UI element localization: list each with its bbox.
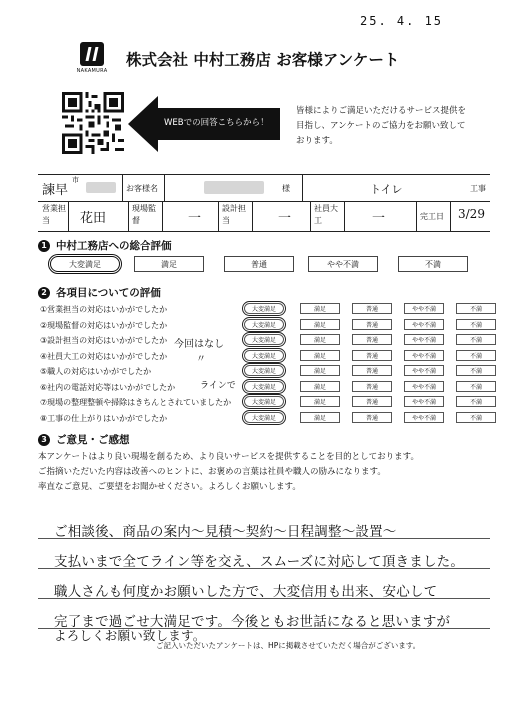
item-rating-option[interactable]: 普通 <box>352 334 392 345</box>
item-rating-option[interactable]: 不満 <box>456 334 496 345</box>
intro-line: 目指し、アンケートのご協力をお願い致して <box>296 121 466 131</box>
item-rating-option[interactable]: 満足 <box>300 396 340 407</box>
overall-rating-dissatisfied[interactable]: 不満 <box>398 256 468 272</box>
section3-title: ご意見・ご感想 <box>56 434 130 446</box>
site-label: 現場監督 <box>132 204 156 225</box>
section-number-icon: 2 <box>38 287 50 299</box>
annotation-q3: 今回はなし <box>174 339 224 350</box>
company-logo <box>70 42 114 74</box>
info-row-customer <box>38 175 490 202</box>
item-rating-option[interactable]: やや不満 <box>404 365 444 376</box>
comment-line: 完了まで過ごせ大満足です。今後ともお世話になると思いますが <box>54 614 451 630</box>
item-rating-option[interactable]: 大変満足 <box>244 381 284 392</box>
instruction-line: ご指摘いただいた内容は改善へのヒントに、お褒めの言葉は社員や職人の励みになります。 <box>38 467 386 477</box>
question-label: ⑤職人の対応はいかがでしたか <box>40 367 152 376</box>
item-rating-option[interactable]: 満足 <box>300 319 340 330</box>
item-rating-option[interactable]: やや不満 <box>404 334 444 345</box>
area-handwritten: 諫早 <box>42 183 69 198</box>
item-rating-option[interactable]: 大変満足 <box>244 303 284 314</box>
item-rating-option[interactable]: 満足 <box>300 303 340 314</box>
item-rating-option[interactable]: 普通 <box>352 365 392 376</box>
customer-info-table <box>38 174 490 232</box>
section1-title: 中村工務店への総合評価 <box>56 240 172 252</box>
work-handwritten: トイレ <box>370 183 403 196</box>
section3-heading <box>38 432 130 447</box>
completion-label: 完工日 <box>420 212 444 221</box>
question-label: ①営業担当の対応はいかがでしたか <box>40 305 168 314</box>
item-rating-option[interactable]: やや不満 <box>404 396 444 407</box>
item-rating-option[interactable]: 普通 <box>352 381 392 392</box>
intro-line: 皆様によりご満足いただけるサービス提供を <box>296 106 467 116</box>
item-rating-option[interactable]: 普通 <box>352 396 392 407</box>
item-rating-option[interactable]: 大変満足 <box>244 396 284 407</box>
item-rating-option[interactable]: 大変満足 <box>244 319 284 330</box>
site-value: 一 <box>188 211 202 226</box>
item-rating-option[interactable]: 普通 <box>352 303 392 314</box>
item-rating-option[interactable]: やや不満 <box>404 381 444 392</box>
design-value: 一 <box>278 211 292 226</box>
customer-name-label: お客様名 <box>126 184 158 193</box>
question-label: ④社員大工の対応はいかがでしたか <box>40 351 168 361</box>
comment-line: ご相談後、商品の案内〜見積〜契約〜日程調整〜設置〜 <box>54 524 397 540</box>
section1-heading <box>38 238 172 253</box>
item-rating-option[interactable]: 不満 <box>456 381 496 392</box>
completion-value: 3/29 <box>458 207 485 221</box>
info-row-staff <box>38 201 490 231</box>
overall-rating-satisfied[interactable]: 満足 <box>134 256 204 272</box>
overall-rating-very-satisfied[interactable]: 大変満足 <box>50 256 120 272</box>
item-rating-option[interactable]: 大変満足 <box>244 365 284 376</box>
logo-text: NAKAMURA <box>76 68 108 74</box>
item-rating-option[interactable]: 満足 <box>300 350 340 361</box>
work-label: 工事 <box>470 184 486 193</box>
honorific: 様 <box>282 184 290 193</box>
publication-note: ご記入いただいたアンケートは、HPに掲載させていただく場合がございます。 <box>156 641 421 650</box>
redacted-area <box>86 182 116 193</box>
web-answer-label: WEBでの回答こちらから！ <box>164 118 269 128</box>
item-rating-option[interactable]: 満足 <box>300 381 340 392</box>
section2-heading <box>38 285 161 300</box>
item-rating-option[interactable]: 不満 <box>456 365 496 376</box>
instruction-line: 本アンケートはより良い現場を創るため、より良いサービスを提供することを目的としております。 <box>38 452 419 462</box>
section-number-icon: 1 <box>38 240 50 252</box>
item-rating-option[interactable]: 不満 <box>456 303 496 314</box>
qr-code-icon[interactable] <box>62 92 124 154</box>
carpenter-label: 社員大工 <box>314 204 338 225</box>
item-rating-option[interactable]: 普通 <box>352 412 392 423</box>
web-answer-arrow[interactable] <box>128 96 280 152</box>
item-rating-option[interactable]: 普通 <box>352 319 392 330</box>
page-title: 株式会社 中村工務店 お客様アンケート <box>126 51 400 69</box>
item-rating-option[interactable]: やや不満 <box>404 350 444 361</box>
section-number-icon: 3 <box>38 434 50 446</box>
comment-line: 支払いまで全てライン等を交え、スムーズに対応して頂きました。 <box>54 554 465 570</box>
comment-line: 職人さんも何度かお願いした方で、大変信用も出来、安心して <box>54 584 438 600</box>
question-label: ②現場監督の対応はいかがでしたか <box>40 320 168 330</box>
question-label: ⑥社内の電話対応等はいかがでしたか <box>40 382 176 392</box>
area-suffix: 市 <box>72 176 79 184</box>
question-label: ⑧工事の仕上がりはいかがでしたか <box>40 413 168 423</box>
item-rating-option[interactable]: やや不満 <box>404 303 444 314</box>
overall-rating-somewhat-dissatisfied[interactable]: やや不満 <box>308 256 378 272</box>
sales-value: 花田 <box>80 211 107 226</box>
annotation-q4: 〃 <box>196 354 206 365</box>
section3-instructions <box>38 450 498 495</box>
sales-label: 営業担当 <box>42 204 66 225</box>
instruction-line: 率直なご意見、ご要望をお聞かせください。よろしくお願いします。 <box>38 482 301 492</box>
item-rating-option[interactable]: 大変満足 <box>244 350 284 361</box>
logo-mark-icon <box>80 42 104 66</box>
annotation-q6: ラインで <box>200 381 236 391</box>
intro-line: おります。 <box>296 136 338 146</box>
item-rating-option[interactable]: 不満 <box>456 350 496 361</box>
item-rating-option[interactable]: 満足 <box>300 412 340 423</box>
item-rating-option[interactable]: 大変満足 <box>244 412 284 423</box>
item-rating-option[interactable]: 満足 <box>300 334 340 345</box>
intro-text <box>296 104 486 149</box>
item-rating-option[interactable]: 不満 <box>456 396 496 407</box>
item-rating-option[interactable]: 不満 <box>456 319 496 330</box>
item-rating-option[interactable]: 普通 <box>352 350 392 361</box>
overall-rating-neutral[interactable]: 普通 <box>224 256 294 272</box>
item-rating-option[interactable]: 満足 <box>300 365 340 376</box>
section2-title: 各項目についての評価 <box>56 287 161 299</box>
item-rating-option[interactable]: やや不満 <box>404 412 444 423</box>
comment-line: よろしくお願い致します。 <box>54 628 206 643</box>
redacted-customer-name <box>204 181 264 194</box>
question-label: ③設計担当の対応はいかがでしたか <box>40 336 168 345</box>
design-label: 設計担当 <box>222 204 246 225</box>
survey-date: 25. 4. 15 <box>360 14 444 28</box>
item-rating-option[interactable]: 大変満足 <box>244 334 284 345</box>
question-label: ⑦現場の整理整頓や掃除はきちんとされていましたか <box>40 398 232 407</box>
item-rating-option[interactable]: やや不満 <box>404 319 444 330</box>
carpenter-value: 一 <box>372 211 386 226</box>
item-rating-option[interactable]: 不満 <box>456 412 496 423</box>
